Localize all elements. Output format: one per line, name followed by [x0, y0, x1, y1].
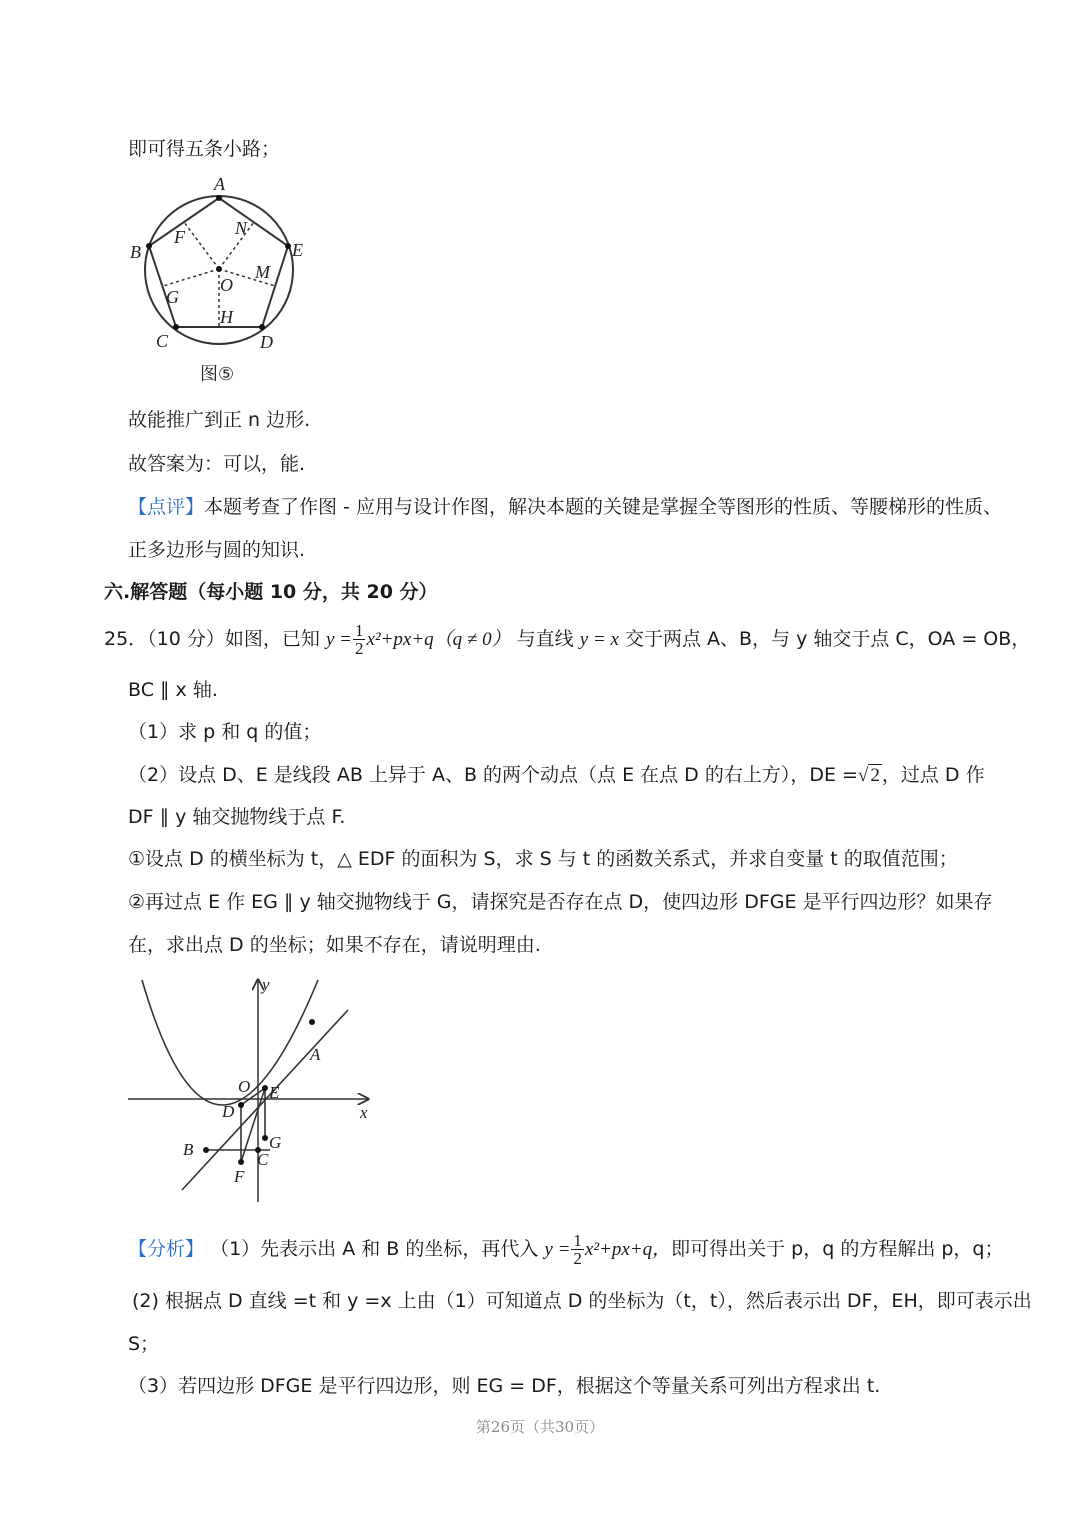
figure-pentagon [118, 170, 318, 400]
fraction-num: 1 [354, 621, 364, 640]
sqrt-radicand: 2 [870, 765, 880, 786]
text-line: ①设点 D 的横坐标为 t，△ EDF 的面积为 S，求 S 与 t 的函数关系式，并求自变量 t 的取值范围； [128, 848, 958, 870]
question-stem [104, 622, 1030, 657]
text-line: 故能推广到正 n 边形. [128, 409, 311, 431]
label-N: N [235, 218, 248, 238]
fraction [353, 622, 366, 657]
equation-lhs: y = [544, 1239, 571, 1260]
text-line: 故答案为：可以，能. [128, 453, 306, 475]
figure-caption: 图⑤ [200, 364, 235, 385]
label-O: O [220, 275, 233, 295]
label-G: G [269, 1133, 282, 1152]
text-line [128, 762, 985, 789]
fraction-den: 2 [354, 639, 364, 658]
label-O: O [238, 1077, 251, 1096]
comment-line [128, 494, 1002, 520]
figure-parabola [120, 970, 390, 1210]
axis-label-x: x [360, 1103, 368, 1122]
label-B: B [183, 1140, 194, 1159]
text-line: （1）求 p 和 q 的值； [128, 721, 322, 743]
text-part: （2）设点 D、E 是线段 AB 上异于 A、B 的两个动点（点 E 在点 D 的右上方），DE = [128, 764, 858, 786]
text-cont: 交于两点 A、B，与 y 轴交于点 C，OA = OB， [624, 628, 1031, 650]
text-line: BC ∥ x 轴. [128, 679, 218, 701]
label-C: C [257, 1150, 269, 1169]
text-part: 即可得出关于 p，q 的方程解出 p，q； [671, 1238, 1004, 1260]
equation-rhs: x²+px+q， [584, 1239, 672, 1260]
comment-text: 本题考查了作图 - 应用与设计作图，解决本题的关键是掌握全等图形的性质、等腰梯形的性质、 [204, 496, 1002, 518]
text-line: S； [128, 1333, 160, 1355]
text-line: ②再过点 E 作 EG ∥ y 轴交抛物线于 G，请探究是否存在点 D，使四边形 DFGE 是平行四边形？如果存 [128, 891, 993, 913]
fraction [571, 1232, 584, 1267]
label-H: H [220, 307, 233, 327]
label-C: C [156, 331, 169, 351]
question-number: 25．（10 分）如图，已知 [104, 628, 320, 650]
label-A: A [214, 174, 225, 194]
fraction-den: 2 [573, 1249, 582, 1268]
text-line: (2) 根据点 D 直线 =t 和 y =x 上由（1）可知道点 D 的坐标为（t，t），然后表示出 DF，EH，即可表示出 [132, 1290, 1032, 1312]
label-E: E [292, 240, 303, 260]
sqrt-expr: √ 2 [857, 765, 880, 786]
label-D: D [222, 1102, 235, 1121]
section-title: 六.解答题（每小题 10 分，共 20 分） [104, 581, 438, 603]
text-line: 正多边形与圆的知识. [128, 539, 306, 561]
axis-label-y: y [262, 975, 270, 994]
text-part: （1）先表示出 A 和 B 的坐标，再代入 [210, 1238, 539, 1260]
equation-rhs: x²+px+q（q ≠ 0） [366, 629, 511, 650]
text-line: 即可得五条小路； [128, 138, 281, 160]
fraction-num: 1 [573, 1231, 582, 1250]
label-B: B [130, 242, 141, 262]
line-equation: y = x [579, 629, 619, 650]
analysis-line [128, 1232, 1004, 1267]
comment-tag: 【点评】 [128, 496, 205, 518]
page-footer: 第26页（共30页） [475, 1418, 605, 1436]
text-line: DF ∥ y 轴交抛物线于点 F. [128, 806, 346, 828]
label-M: M [255, 262, 270, 282]
text-part: ，过点 D 作 [881, 764, 985, 786]
text-line: 在，求出点 D 的坐标；如果不存在，请说明理由. [128, 934, 541, 956]
equation-lhs: y = [325, 629, 352, 650]
label-F: F [174, 227, 185, 247]
label-A: A [310, 1045, 321, 1064]
label-D: D [260, 332, 273, 352]
label-G: G [166, 287, 179, 307]
text-line: （3）若四边形 DFGE 是平行四边形，则 EG = DF，根据这个等量关系可列出方程求出 t. [128, 1375, 881, 1397]
analysis-tag: 【分析】 [128, 1238, 205, 1260]
label-E: E [269, 1083, 280, 1102]
text-mid: 与直线 [516, 628, 574, 650]
label-F: F [234, 1167, 245, 1186]
